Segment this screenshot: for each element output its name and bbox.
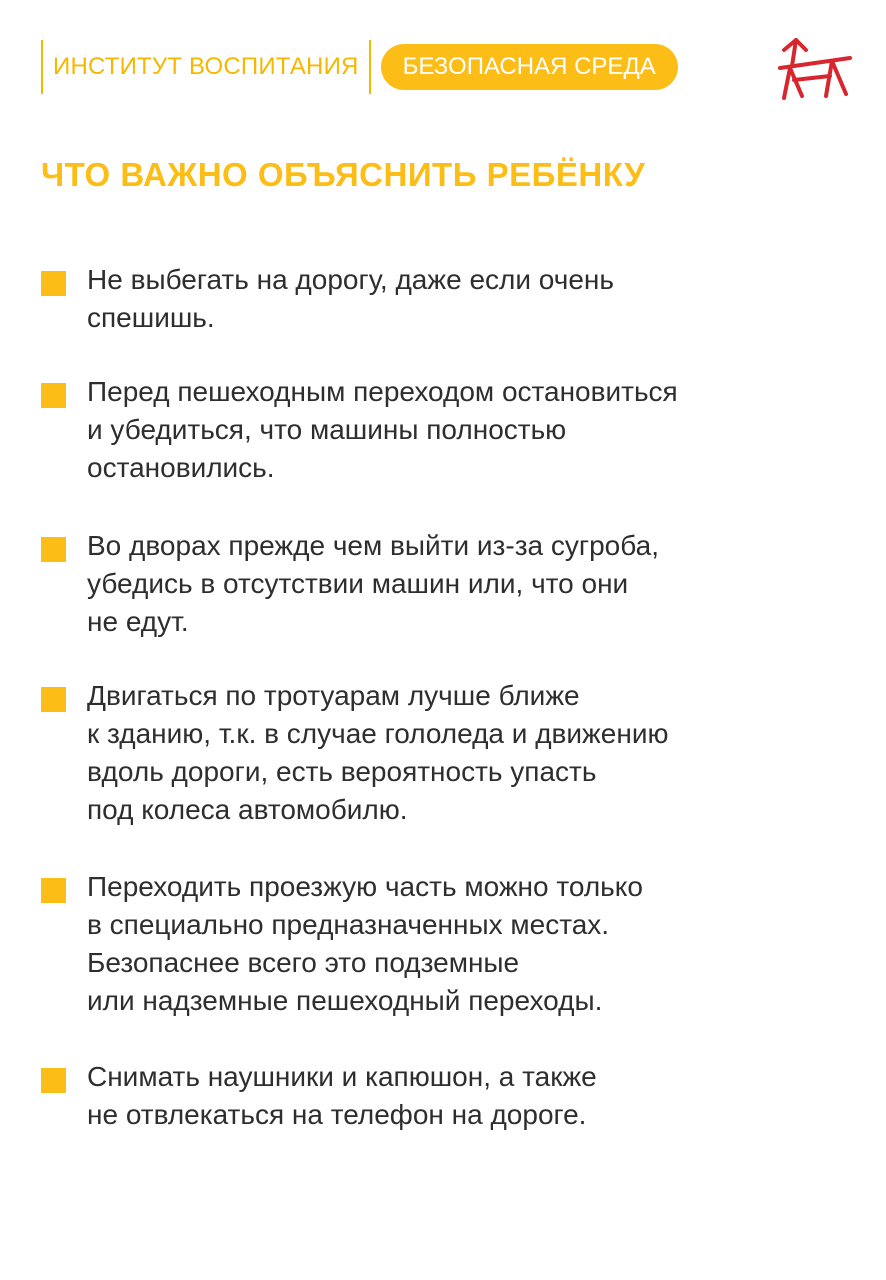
header — [41, 40, 678, 94]
square-bullet-icon — [41, 1068, 66, 1093]
header-divider-right — [369, 40, 371, 94]
institute-name: ИНСТИТУТ ВОСПИТАНИЯ — [53, 53, 359, 80]
safe-environment-badge: БЕЗОПАСНАЯ СРЕДА — [381, 44, 678, 90]
square-bullet-icon — [41, 537, 66, 562]
square-bullet-icon — [41, 687, 66, 712]
square-bullet-icon — [41, 271, 66, 296]
list-item-text: Во дворах прежде чем выйти из-за сугроба, убедись в отсутствии машин или, что они не едут. — [87, 530, 660, 637]
square-bullet-icon — [41, 383, 66, 408]
square-bullet-icon — [41, 878, 66, 903]
list-item-text: Перед пешеходным переходом остановиться и убедиться, что машины полностью остановились. — [87, 376, 678, 483]
list-item-text: Переходить проезжую часть можно только в специально предназначенных местах. Безопаснее всего это подземные или надземные пешеходный переходы. — [87, 871, 643, 1016]
list-item-text: Снимать наушники и капюшон, а также не отвлекаться на телефон на дороге. — [87, 1061, 597, 1130]
page-title: ЧТО ВАЖНО ОБЪЯСНИТЬ РЕБЁНКУ — [41, 156, 646, 193]
list-item-text: Двигаться по тротуарам лучше ближе к зданию, т.к. в случае гололеда и движению вдоль дороги, есть вероятность упасть под колеса автомобилю. — [87, 680, 669, 825]
wooden-horse-icon — [776, 36, 854, 102]
list-item-text: Не выбегать на дорогу, даже если очень спешишь. — [87, 264, 614, 333]
